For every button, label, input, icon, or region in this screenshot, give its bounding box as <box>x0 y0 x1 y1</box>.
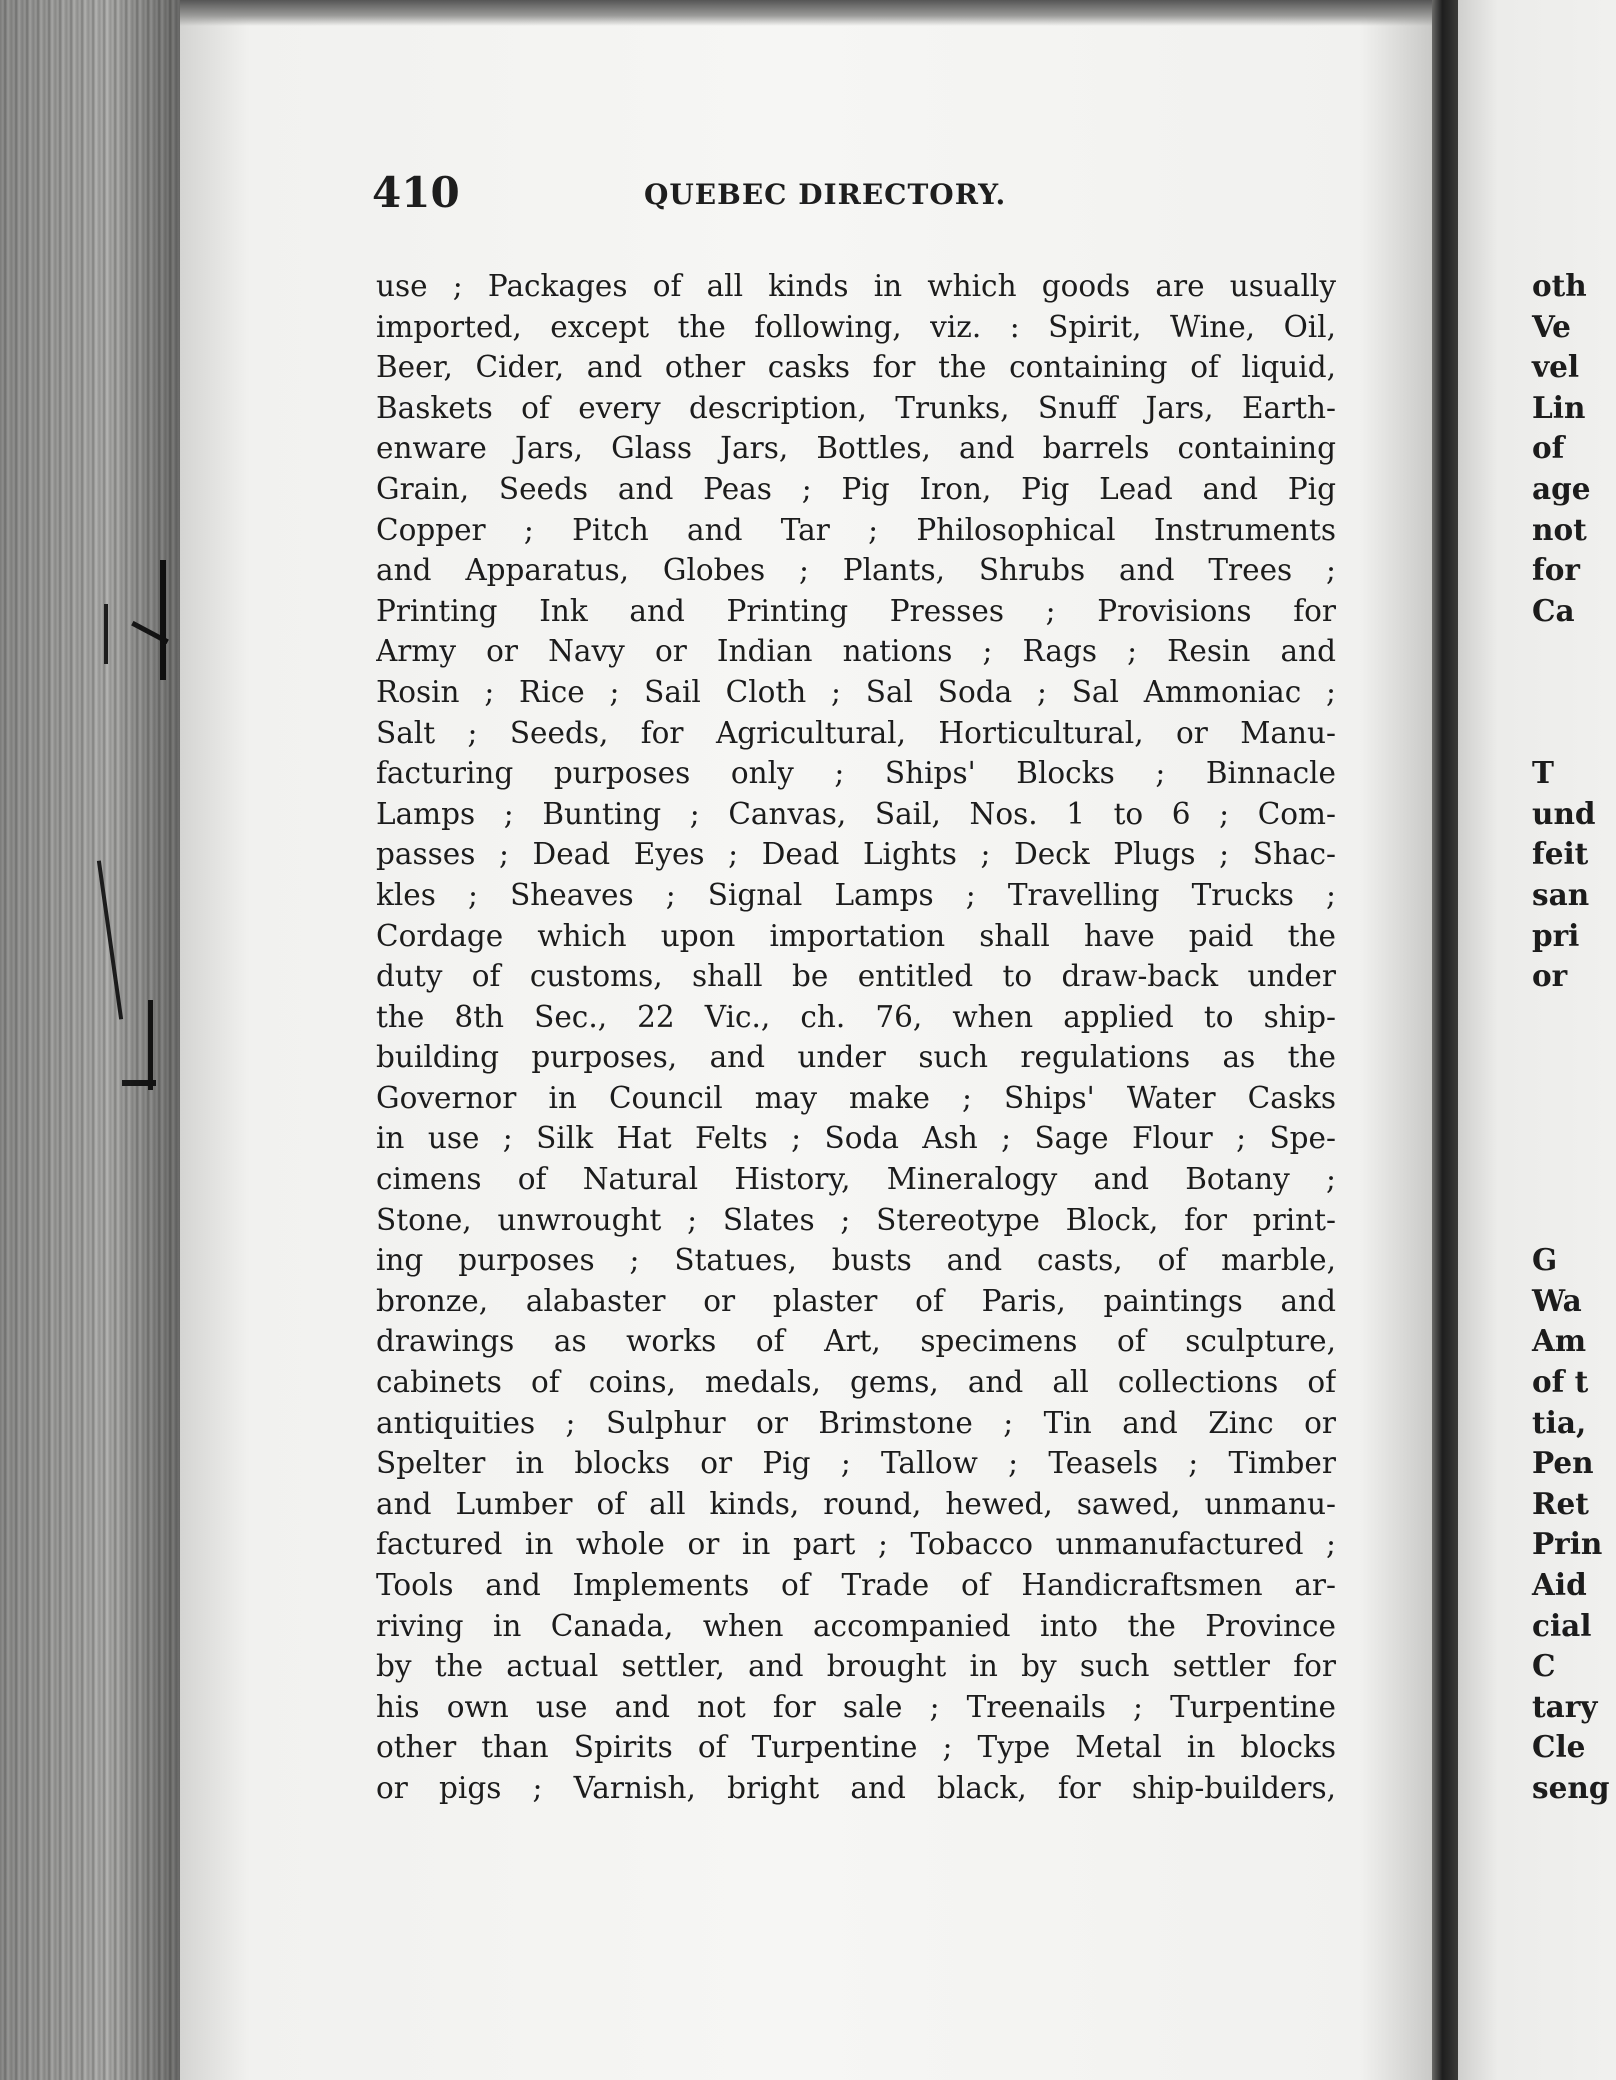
text-line: Governor in Council may make ; Ships' Water Casks <box>376 1080 1336 1115</box>
text-line: duty of customs, shall be entitled to draw-back under <box>376 959 1336 994</box>
right-text-line: age <box>1532 470 1591 506</box>
text-line: or pigs ; Varnish, bright and black, for ship-builders, <box>376 1770 1336 1805</box>
text-line: Lamps ; Bunting ; Canvas, Sail, Nos. 1 to 6 ; Com- <box>376 796 1336 831</box>
right-text-line <box>1532 1037 1616 1078</box>
right-text-line <box>1532 713 1616 754</box>
text-line: Rosin ; Rice ; Sail Cloth ; Sal Soda ; Sal Ammoniac ; <box>376 674 1336 709</box>
right-text-line: tia, <box>1532 1404 1587 1440</box>
body-text <box>376 266 1336 1809</box>
right-text-line <box>1532 631 1616 672</box>
text-line: factured in whole or in part ; Tobacco unmanufactured ; <box>376 1527 1336 1562</box>
right-text-line: for <box>1532 552 1580 588</box>
edge-mark <box>148 1000 153 1090</box>
text-line: building purposes, and under such regulations as the <box>376 1040 1336 1075</box>
text-line: the 8th Sec., 22 Vic., ch. 76, when applied to ship- <box>376 999 1336 1034</box>
text-line: cabinets of coins, medals, gems, and all collections of <box>376 1365 1336 1400</box>
book-gutter <box>1432 0 1458 2080</box>
text-line: Baskets of every description, Trunks, Snuff Jars, Earth- <box>376 390 1336 425</box>
right-text-line <box>1532 1159 1616 1200</box>
right-text-line: san <box>1532 876 1590 912</box>
page-header <box>372 168 1072 218</box>
text-line: and Lumber of all kinds, round, hewed, sawed, unmanu- <box>376 1486 1336 1521</box>
text-line: other than Spirits of Turpentine ; Type Metal in blocks <box>376 1730 1336 1765</box>
right-text-line: of t <box>1532 1364 1589 1400</box>
text-line: and Apparatus, Globes ; Plants, Shrubs and Trees ; <box>376 553 1336 588</box>
right-text-line: und <box>1532 795 1596 831</box>
edge-mark <box>104 604 108 664</box>
right-text-line: not <box>1532 511 1587 547</box>
right-text-line: of <box>1532 430 1565 466</box>
right-text-line: C <box>1532 1648 1556 1684</box>
right-text-line: Aid <box>1532 1567 1587 1602</box>
right-text-line: Wa <box>1532 1282 1582 1318</box>
right-text-line <box>1532 1078 1616 1119</box>
text-line: enware Jars, Glass Jars, Bottles, and barrels containing <box>376 431 1336 466</box>
text-line: Grain, Seeds and Peas ; Pig Iron, Pig Lead and Pig <box>376 471 1336 506</box>
text-line: passes ; Dead Eyes ; Dead Lights ; Deck Plugs ; Shac- <box>376 837 1336 872</box>
right-text-line: Lin <box>1532 389 1586 425</box>
right-text-line: Ret <box>1532 1485 1589 1521</box>
text-line: by the actual settler, and brought in by such settler for <box>376 1649 1336 1684</box>
text-line: imported, except the following, viz. : Spirit, Wine, Oil, <box>376 309 1336 344</box>
right-page-text <box>1532 266 1616 1809</box>
text-line: Beer, Cider, and other casks for the containing of liquid, <box>376 350 1336 385</box>
right-text-line: feit <box>1532 836 1589 872</box>
right-text-line: G <box>1532 1242 1558 1278</box>
text-line: Army or Navy or Indian nations ; Rags ; Resin and <box>376 634 1336 669</box>
text-line: use ; Packages of all kinds in which goods are usually <box>376 269 1336 303</box>
text-line: drawings as works of Art, specimens of sculpture, <box>376 1324 1336 1359</box>
text-line: Spelter in blocks or Pig ; Tallow ; Teasels ; Timber <box>376 1446 1336 1481</box>
page-top-shadow <box>180 0 1432 26</box>
right-text-line: Ve <box>1532 308 1571 344</box>
text-line: bronze, alabaster or plaster of Paris, paintings and <box>376 1283 1336 1318</box>
running-head: QUEBEC DIRECTORY. <box>644 178 1007 211</box>
text-line: riving in Canada, when accompanied into the Province <box>376 1608 1336 1643</box>
right-text-line: tary <box>1532 1688 1598 1724</box>
text-line: cimens of Natural History, Mineralogy and Botany ; <box>376 1162 1336 1197</box>
right-text-line <box>1532 1118 1616 1159</box>
book-page-edges <box>0 0 180 2080</box>
text-line: antiquities ; Sulphur or Brimstone ; Tin and Zinc or <box>376 1405 1336 1440</box>
right-text-line: Ca <box>1532 592 1575 628</box>
right-text-line: oth <box>1532 268 1587 303</box>
right-text-line: Pen <box>1532 1445 1594 1481</box>
right-text-line: Am <box>1532 1323 1587 1359</box>
text-line: his own use and not for sale ; Treenails ; Turpentine <box>376 1689 1336 1724</box>
text-line: Copper ; Pitch and Tar ; Philosophical Instruments <box>376 512 1336 547</box>
right-text-line: T <box>1532 755 1554 791</box>
text-line: in use ; Silk Hat Felts ; Soda Ash ; Sage Flour ; Spe- <box>376 1121 1336 1156</box>
edge-mark <box>131 621 169 644</box>
right-text-line: Prin <box>1532 1526 1603 1562</box>
right-text-line <box>1532 672 1616 713</box>
text-line: Printing Ink and Printing Presses ; Provisions for <box>376 593 1336 628</box>
right-text-line: pri <box>1532 917 1580 953</box>
text-line: ing purposes ; Statues, busts and casts, of marble, <box>376 1243 1336 1278</box>
edge-mark <box>122 1080 156 1086</box>
text-line: Salt ; Seeds, for Agricultural, Horticultural, or Manu- <box>376 715 1336 750</box>
right-text-line <box>1532 1200 1616 1241</box>
text-line: kles ; Sheaves ; Signal Lamps ; Travelling Trucks ; <box>376 877 1336 912</box>
right-text-line: or <box>1532 958 1568 994</box>
right-text-line: seng <box>1532 1769 1610 1805</box>
page-number: 410 <box>372 168 460 217</box>
right-text-line: cial <box>1532 1607 1592 1643</box>
edge-mark <box>97 861 123 1020</box>
right-text-line <box>1532 997 1616 1038</box>
right-text-line: Cle <box>1532 1729 1586 1765</box>
text-line: facturing purposes only ; Ships' Blocks ; Binnacle <box>376 756 1336 791</box>
text-line: Cordage which upon importation shall have paid the <box>376 918 1336 953</box>
text-line: Stone, unwrought ; Slates ; Stereotype Block, for print- <box>376 1202 1336 1237</box>
right-text-line: vel <box>1532 349 1580 385</box>
edge-mark <box>160 560 166 680</box>
text-line: Tools and Implements of Trade of Handicraftsmen ar- <box>376 1568 1336 1602</box>
